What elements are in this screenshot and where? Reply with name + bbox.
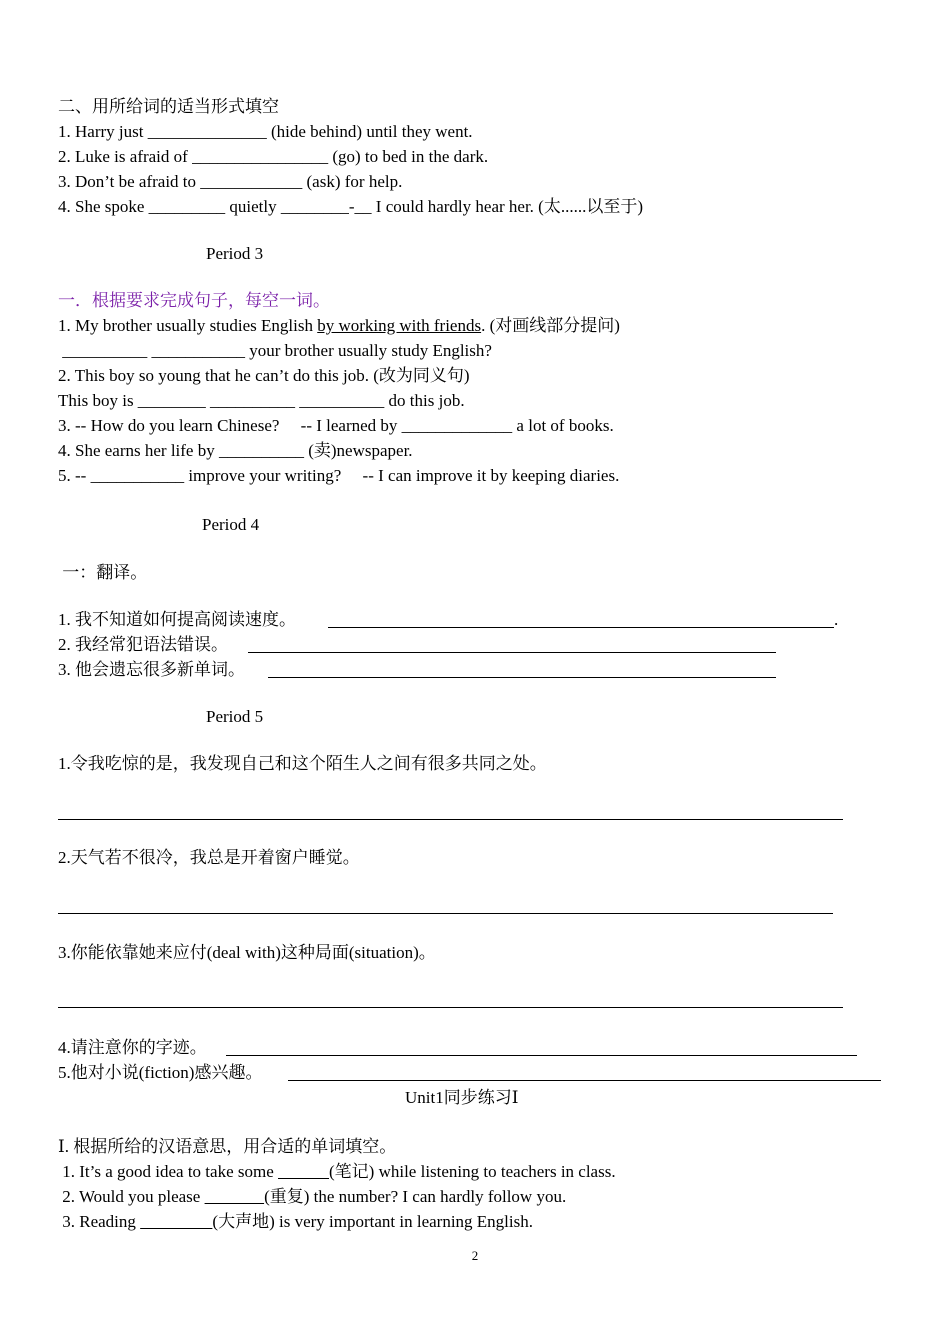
period3-title: Period 3	[206, 244, 264, 263]
period4-item-2: 2. 我经常犯语法错误。	[58, 635, 228, 654]
fill-item-2: 2. Luke is afraid of ________________ (go) to bed in the dark.	[58, 147, 489, 166]
unit1-item-3-text-b: (大声地) is very important in learning English.	[212, 1212, 533, 1231]
period3-item-1-suffix: . (对画线部分提问)	[481, 316, 620, 335]
unit1-item-2-text-b: (重复) the number? I can hardly follow you.	[264, 1187, 567, 1206]
unit1-item-2	[58, 1186, 566, 1208]
period5-item-5: 5.他对小说(fiction)感兴趣。	[58, 1063, 263, 1082]
period5-item-5-answer-line	[288, 1080, 881, 1081]
page-number: 2	[471, 1248, 479, 1263]
unit1-item-1-text-a: 1. It’s a good idea to take some	[58, 1162, 279, 1181]
period3-item-1-prefix: 1. My brother usually studies English	[58, 316, 318, 335]
fill-item-4: 4. She spoke _________ quietly ________-__ I could hardly hear her. (太......以至于)	[58, 197, 643, 216]
period5-item-3: 3.你能依靠她来应付(deal with)这种局面(situation)。	[58, 943, 436, 962]
period3-item-4: 4. She earns her life by __________ (卖)newspaper.	[58, 441, 413, 460]
period5-item-2: 2.天气若不很冷，我总是开着窗户睡觉。	[58, 848, 360, 867]
period5-item-3-answer-line	[58, 1007, 843, 1008]
period4-heading: 一：翻译。	[58, 563, 148, 582]
period5-item-1: 1.令我吃惊的是，我发现自己和这个陌生人之间有很多共同之处。	[58, 754, 547, 773]
period3-item-1-underlined: by working with friends	[317, 316, 482, 335]
period3-item-2: 2. This boy so young that he can’t do this job. (改为同义句)	[58, 366, 470, 385]
period4-item-1-end: .	[834, 610, 839, 629]
unit1-item-3-blank	[140, 1212, 212, 1231]
fill-heading: 二、用所给词的适当形式填空	[58, 97, 279, 116]
period5-title: Period 5	[206, 707, 264, 726]
period3-item-1-answer: __________ ___________ your brother usually study English?	[58, 341, 492, 360]
unit1-item-3	[58, 1211, 533, 1233]
fill-item-1: 1. Harry just ______________ (hide behind) until they went.	[58, 122, 473, 141]
period5-item-4-answer-line	[226, 1055, 857, 1056]
period5-item-1-answer-line	[58, 819, 843, 820]
period4-item-3-answer-line	[268, 677, 776, 678]
unit1-item-1-text-b: (笔记) while listening to teachers in class.	[329, 1162, 616, 1181]
period3-item-3: 3. -- How do you learn Chinese? -- I learned by _____________ a lot of books.	[58, 416, 614, 435]
period3-item-5: 5. -- ___________ improve your writing? -- I can improve it by keeping diaries.	[58, 466, 620, 485]
period3-item-1	[58, 315, 620, 337]
unit1-item-2-text-a: 2. Would you please	[58, 1187, 205, 1206]
unit1-title: Unit1同步练习Ⅰ	[405, 1088, 519, 1107]
unit1-heading: Ⅰ. 根据所给的汉语意思，用合适的单词填空。	[58, 1137, 397, 1156]
fill-item-3: 3. Don’t be afraid to ____________ (ask) for help.	[58, 172, 403, 191]
period3-heading: 一．根据要求完成句子，每空一词。	[58, 291, 330, 310]
period4-title: Period 4	[202, 515, 260, 534]
period4-item-3: 3. 他会遗忘很多新单词。	[58, 660, 245, 679]
unit1-item-2-blank	[205, 1187, 265, 1206]
period4-item-1-answer-line	[328, 627, 834, 628]
period3-item-2-answer: This boy is ________ __________ __________ do this job.	[58, 391, 465, 410]
period4-item-1: 1. 我不知道如何提高阅读速度。	[58, 610, 296, 629]
unit1-item-1-blank	[278, 1162, 329, 1181]
unit1-item-1	[58, 1161, 616, 1183]
period5-item-4: 4.请注意你的字迹。	[58, 1038, 207, 1057]
period5-item-2-answer-line	[58, 913, 833, 914]
unit1-item-3-text-a: 3. Reading	[58, 1212, 141, 1231]
period4-item-2-answer-line	[248, 652, 776, 653]
